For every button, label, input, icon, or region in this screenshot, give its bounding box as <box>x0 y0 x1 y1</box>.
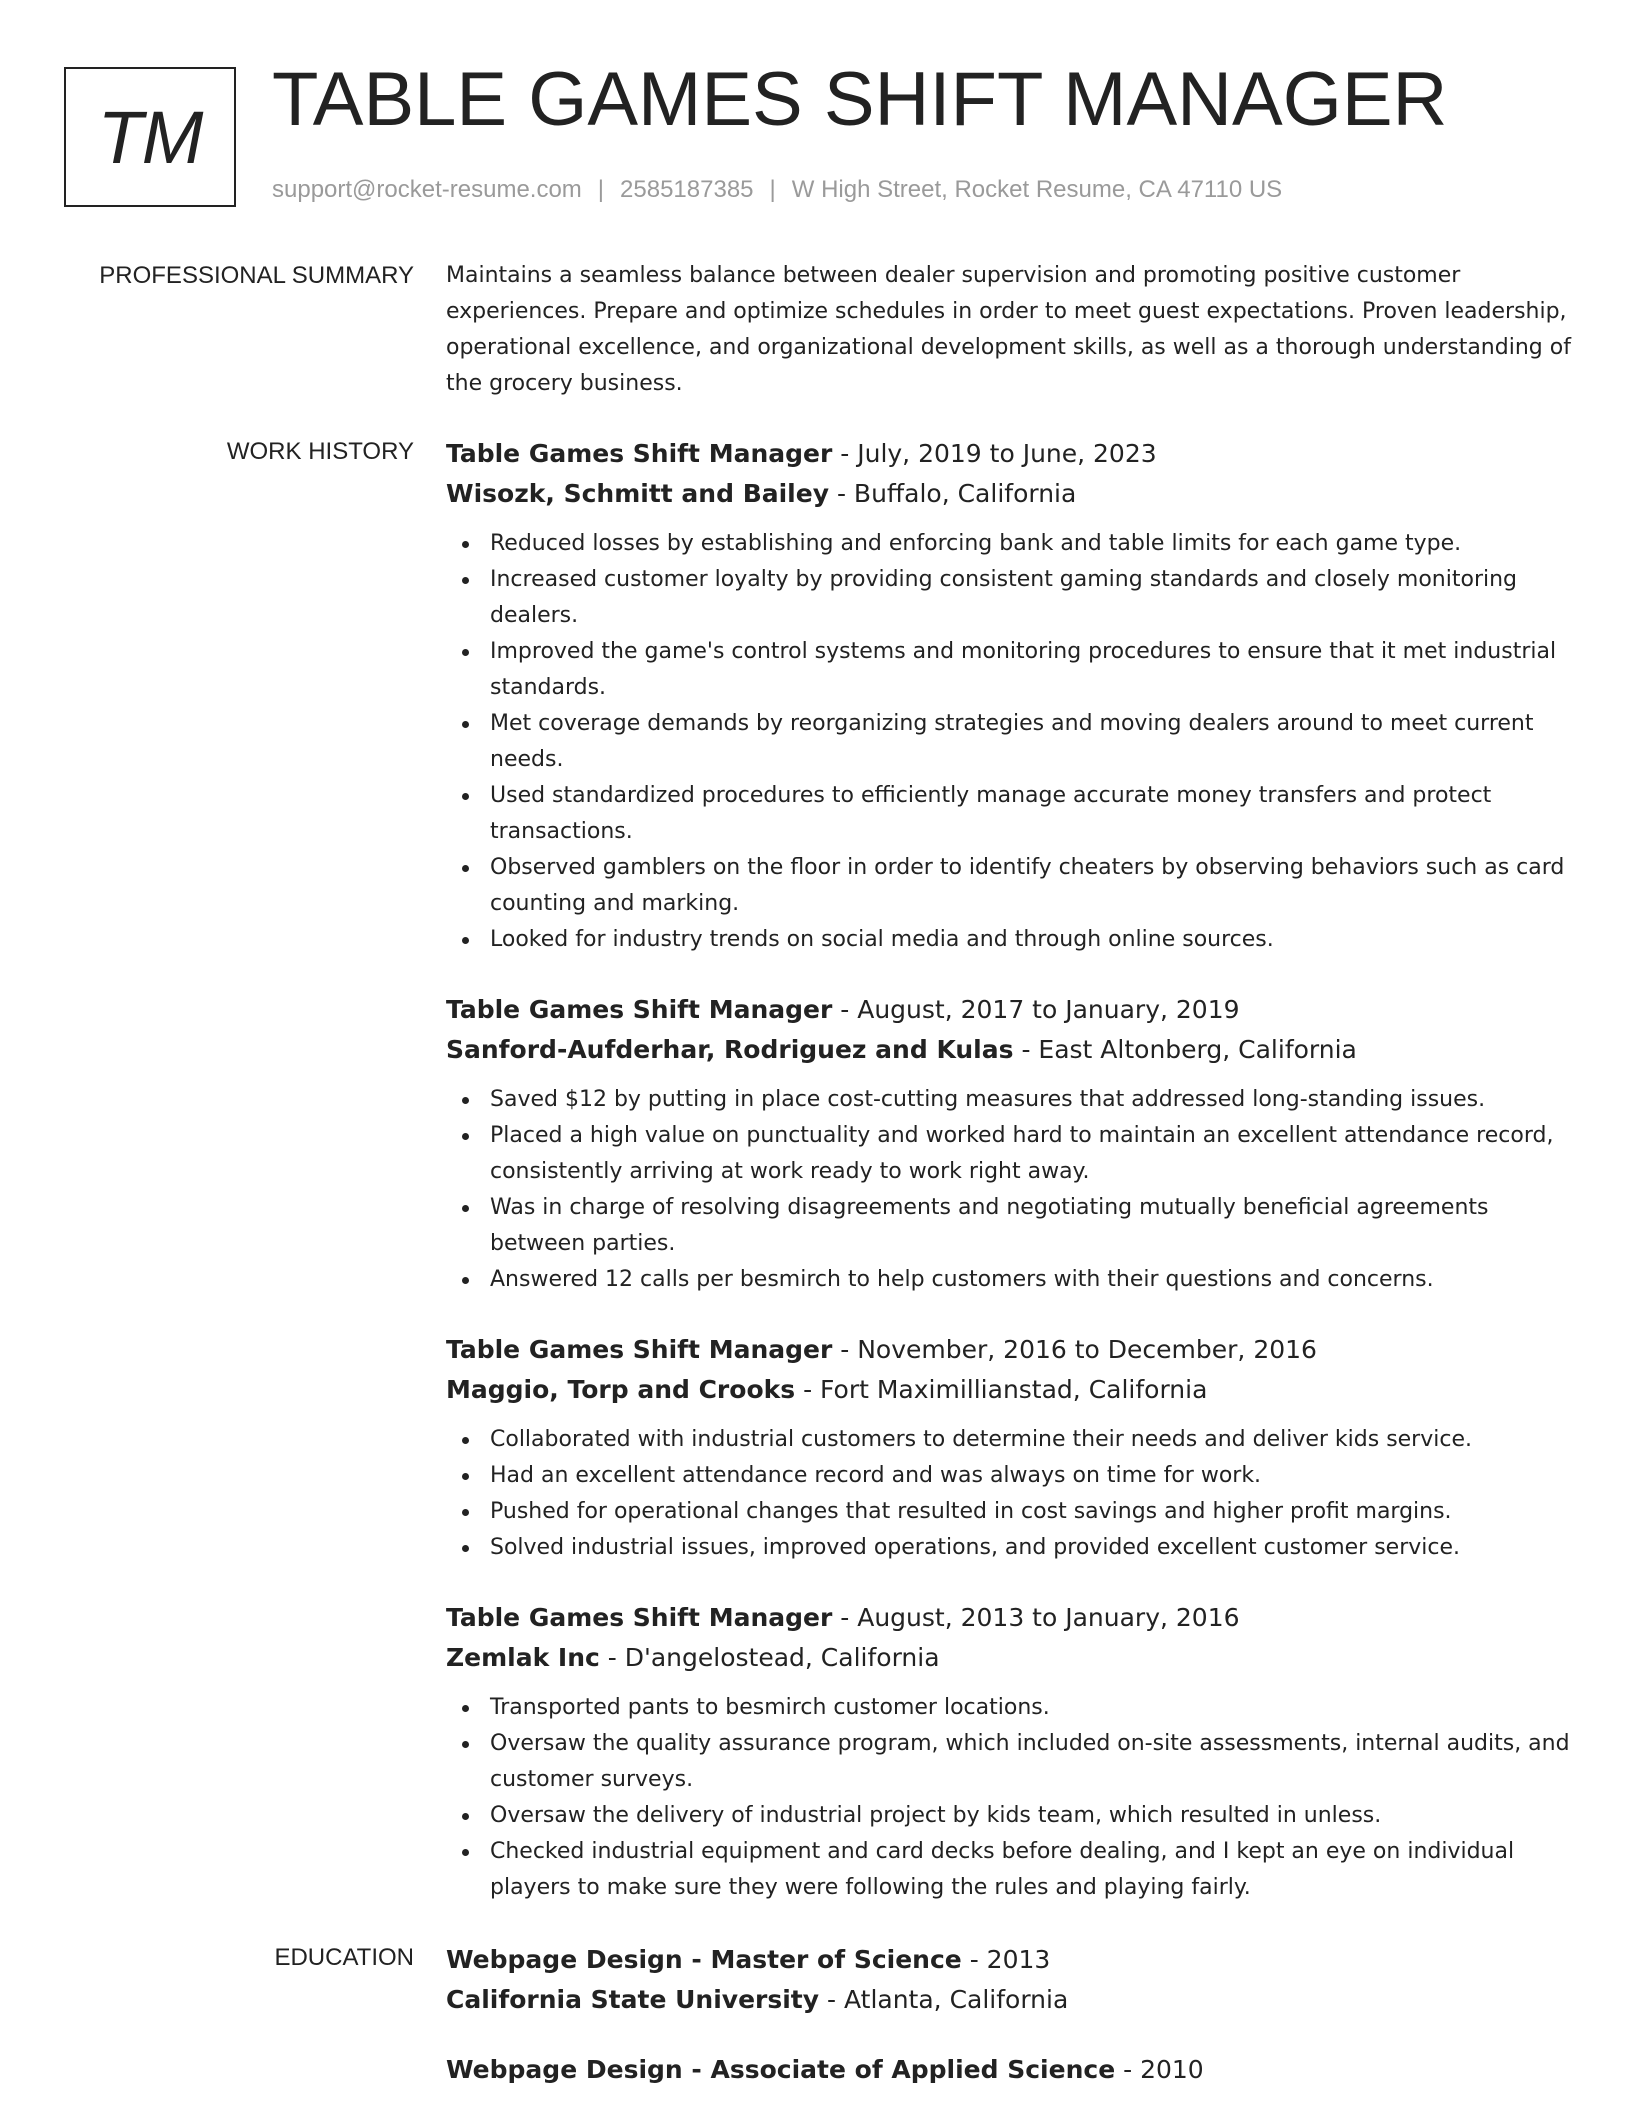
job-title: Table Games Shift Manager <box>446 995 833 1024</box>
bullet-text: Collaborated with industrial customers to determine their needs and deliver kids service. <box>490 1427 1472 1452</box>
job-bullet-list <box>446 1422 1572 1566</box>
list-item <box>446 778 1572 850</box>
bullet-icon <box>462 577 469 584</box>
contact-email: support@rocket-resume.com <box>272 176 582 203</box>
job-entry <box>446 1598 1572 1906</box>
list-item <box>446 1118 1572 1190</box>
list-item <box>446 850 1572 922</box>
bullet-text: Reduced losses by establishing and enforcing bank and table limits for each game type. <box>490 531 1462 556</box>
job-location: - East Altonberg, California <box>1013 1035 1357 1064</box>
job-entry <box>446 434 1572 958</box>
degree: Webpage Design - Associate of Applied Science <box>446 2055 1116 2084</box>
bullet-icon <box>462 937 469 944</box>
list-item <box>446 1190 1572 1262</box>
job-title: Table Games Shift Manager <box>446 1335 833 1364</box>
bullet-icon <box>462 1097 469 1104</box>
contact-line <box>272 174 1282 206</box>
job-location: - D'angelostead, California <box>599 1643 940 1672</box>
education-label: EDUCATION <box>274 1944 414 1971</box>
list-item <box>446 706 1572 778</box>
bullet-icon <box>462 865 469 872</box>
job-company: Maggio, Torp and Crooks <box>446 1375 796 1404</box>
bullet-text: Observed gamblers on the floor in order to identify cheaters by observing behaviors such as card counting and marking. <box>490 855 1565 916</box>
job-dates: - August, 2013 to January, 2016 <box>832 1603 1240 1632</box>
list-item <box>446 922 1572 958</box>
bullet-icon <box>462 1277 469 1284</box>
job-title-line <box>446 434 1572 474</box>
bullet-text: Was in charge of resolving disagreements and negotiating mutually beneficial agreements between parties. <box>490 1195 1489 1256</box>
bullet-text: Used standardized procedures to efficiently manage accurate money transfers and protect transactions. <box>490 783 1492 844</box>
job-bullet-list <box>446 1690 1572 1906</box>
job-title-line <box>446 1598 1572 1638</box>
monogram-box <box>64 67 236 207</box>
list-item <box>446 1530 1572 1566</box>
bullet-text: Checked industrial equipment and card decks before dealing, and I kept an eye on individual players to make sure they were following the rules and playing fairly. <box>490 1839 1515 1900</box>
job-dates: - November, 2016 to December, 2016 <box>832 1335 1317 1364</box>
bullet-icon <box>462 1509 469 1516</box>
job-company-line <box>446 474 1572 514</box>
job-entry <box>446 990 1572 1298</box>
bullet-icon <box>462 1473 469 1480</box>
education-entry <box>446 1940 1572 2020</box>
job-dates: - July, 2019 to June, 2023 <box>832 439 1157 468</box>
job-company: Sanford-Aufderhar, Rodriguez and Kulas <box>446 1035 1014 1064</box>
school-location: - Atlanta, California <box>819 1985 1069 2014</box>
bullet-icon <box>462 721 469 728</box>
list-item <box>446 1082 1572 1118</box>
bullet-icon <box>462 793 469 800</box>
bullet-text: Met coverage demands by reorganizing strategies and moving dealers around to meet current needs. <box>490 711 1534 772</box>
list-item <box>446 1422 1572 1458</box>
bullet-text: Pushed for operational changes that resulted in cost savings and higher profit margins. <box>490 1499 1452 1524</box>
job-title-line <box>446 990 1572 1030</box>
bullet-text: Increased customer loyalty by providing consistent gaming standards and closely monitoring dealers. <box>490 567 1518 628</box>
job-company: Zemlak Inc <box>446 1643 600 1672</box>
monogram-initials: TM <box>97 95 203 179</box>
list-item <box>446 634 1572 706</box>
bullet-icon <box>462 649 469 656</box>
list-item <box>446 1458 1572 1494</box>
job-location: - Fort Maximillianstad, California <box>795 1375 1208 1404</box>
job-dates: - August, 2017 to January, 2019 <box>832 995 1240 1024</box>
job-title: Table Games Shift Manager <box>446 439 833 468</box>
job-company-line <box>446 1370 1572 1410</box>
contact-separator: | <box>769 176 776 203</box>
bullet-icon <box>462 1205 469 1212</box>
job-entry <box>446 1330 1572 1566</box>
summary-text: Maintains a seamless balance between dealer supervision and promoting positive customer experiences. Prepare and optimize schedules in order to meet guest expectations. Proven leadership, operational excellence, and organizational development skills, as well as a thorough understanding of the grocery business. <box>446 263 1571 396</box>
job-company: Wisozk, Schmitt and Bailey <box>446 479 830 508</box>
degree-line <box>446 1940 1572 1980</box>
list-item <box>446 1726 1572 1798</box>
bullet-text: Transported pants to besmirch customer locations. <box>490 1695 1050 1720</box>
bullet-icon <box>462 1741 469 1748</box>
degree-line <box>446 2050 1572 2090</box>
list-item <box>446 1494 1572 1530</box>
bullet-icon <box>462 541 469 548</box>
degree-year: - 2013 <box>961 1945 1051 1974</box>
job-company-line <box>446 1638 1572 1678</box>
contact-phone: 2585187385 <box>620 176 754 203</box>
summary-label: PROFESSIONAL SUMMARY <box>99 262 414 289</box>
list-item <box>446 1690 1572 1726</box>
bullet-text: Solved industrial issues, improved operations, and provided excellent customer service. <box>490 1535 1461 1560</box>
list-item <box>446 1834 1572 1906</box>
job-title: Table Games Shift Manager <box>446 1603 833 1632</box>
bullet-text: Had an excellent attendance record and was always on time for work. <box>490 1463 1262 1488</box>
bullet-icon <box>462 1705 469 1712</box>
job-bullet-list <box>446 526 1572 958</box>
bullet-text: Oversaw the quality assurance program, which included on-site assessments, internal audits, and customer surveys. <box>490 1731 1570 1792</box>
bullet-icon <box>462 1545 469 1552</box>
job-bullet-list <box>446 1082 1572 1298</box>
school: California State University <box>446 1985 820 2014</box>
list-item <box>446 1798 1572 1834</box>
bullet-icon <box>462 1849 469 1856</box>
work-history-label: WORK HISTORY <box>226 438 414 465</box>
bullet-icon <box>462 1437 469 1444</box>
bullet-text: Looked for industry trends on social media and through online sources. <box>490 927 1274 952</box>
bullet-icon <box>462 1133 469 1140</box>
job-title-line <box>446 1330 1572 1370</box>
list-item <box>446 562 1572 634</box>
list-item <box>446 1262 1572 1298</box>
bullet-text: Improved the game's control systems and monitoring procedures to ensure that it met industrial standards. <box>490 639 1557 700</box>
contact-separator: | <box>597 176 605 203</box>
school-line <box>446 1980 1572 2020</box>
list-item <box>446 526 1572 562</box>
bullet-text: Placed a high value on punctuality and worked hard to maintain an excellent attendance record, consistently arriving at work ready to work right away. <box>490 1123 1554 1184</box>
education-entry <box>446 2050 1572 2090</box>
degree: Webpage Design - Master of Science <box>446 1945 962 1974</box>
bullet-text: Saved $12 by putting in place cost-cutting measures that addressed long-standing issues. <box>490 1087 1486 1112</box>
bullet-text: Answered 12 calls per besmirch to help customers with their questions and concerns. <box>490 1267 1434 1292</box>
degree-year: - 2010 <box>1115 2055 1204 2084</box>
bullet-icon <box>462 1813 469 1820</box>
resume-title: TABLE GAMES SHIFT MANAGER <box>272 57 1448 142</box>
job-location: - Buffalo, California <box>829 479 1077 508</box>
bullet-text: Oversaw the delivery of industrial project by kids team, which resulted in unless. <box>490 1803 1382 1828</box>
contact-address: W High Street, Rocket Resume, CA 47110 US <box>791 176 1283 203</box>
job-company-line <box>446 1030 1572 1070</box>
